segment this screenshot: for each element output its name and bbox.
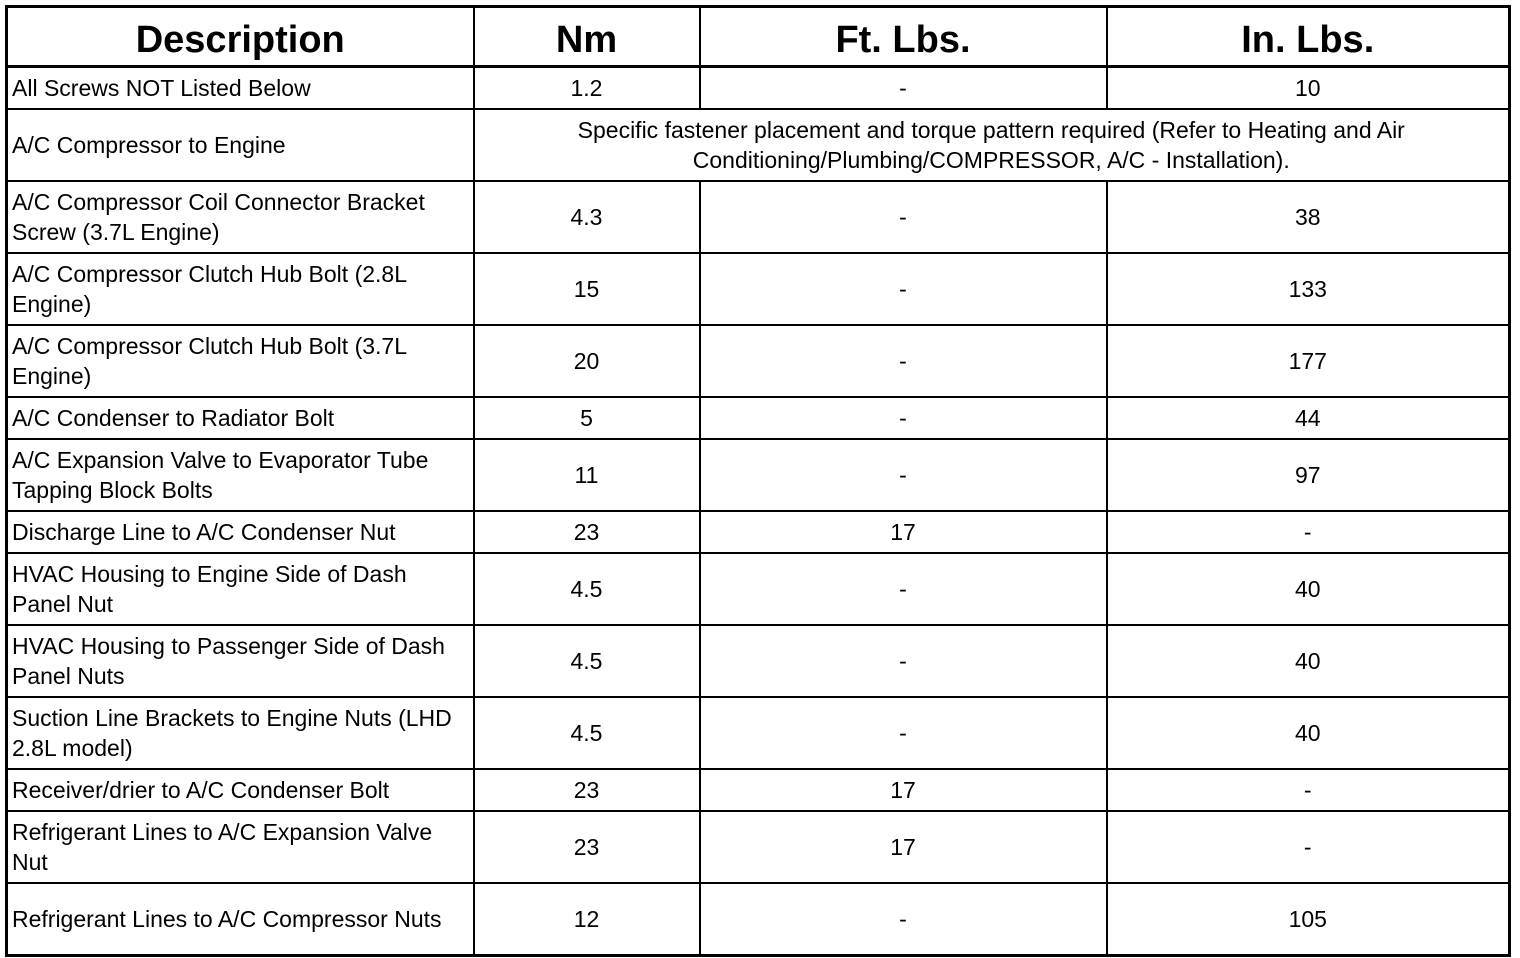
table-row bbox=[7, 883, 1510, 956]
row-in-lbs: - bbox=[1107, 511, 1510, 553]
row-nm: 4.5 bbox=[474, 625, 700, 697]
row-ft-lbs: - bbox=[700, 883, 1107, 956]
header-description: Description bbox=[7, 7, 474, 67]
table-row bbox=[7, 397, 1510, 439]
header-in-lbs: In. Lbs. bbox=[1107, 7, 1510, 67]
row-nm: 23 bbox=[474, 811, 700, 883]
torque-spec-sheet bbox=[5, 5, 1511, 957]
row-description: Receiver/drier to A/C Condenser Bolt bbox=[7, 769, 474, 811]
row-in-lbs: - bbox=[1107, 769, 1510, 811]
row-note: Specific fastener placement and torque pattern required (Refer to Heating and Air Conditioning/Plumbing/COMPRESSOR, A/C - Installation). bbox=[474, 109, 1510, 181]
row-ft-lbs: 17 bbox=[700, 769, 1107, 811]
row-ft-lbs: - bbox=[700, 439, 1107, 511]
row-in-lbs: 10 bbox=[1107, 67, 1510, 110]
row-in-lbs: - bbox=[1107, 811, 1510, 883]
row-nm: 1.2 bbox=[474, 67, 700, 110]
row-description: A/C Expansion Valve to Evaporator Tube Tapping Block Bolts bbox=[7, 439, 474, 511]
row-nm: 5 bbox=[474, 397, 700, 439]
table-row bbox=[7, 769, 1510, 811]
row-nm: 23 bbox=[474, 511, 700, 553]
row-ft-lbs: - bbox=[700, 553, 1107, 625]
header-ft-lbs: Ft. Lbs. bbox=[700, 7, 1107, 67]
table-row bbox=[7, 439, 1510, 511]
row-ft-lbs: - bbox=[700, 697, 1107, 769]
row-in-lbs: 177 bbox=[1107, 325, 1510, 397]
row-description: A/C Compressor Coil Connector Bracket Screw (3.7L Engine) bbox=[7, 181, 474, 253]
table-row bbox=[7, 181, 1510, 253]
row-in-lbs: 40 bbox=[1107, 625, 1510, 697]
table-row bbox=[7, 253, 1510, 325]
row-ft-lbs: - bbox=[700, 325, 1107, 397]
table-row bbox=[7, 697, 1510, 769]
row-ft-lbs: - bbox=[700, 625, 1107, 697]
table-row bbox=[7, 811, 1510, 883]
table-row bbox=[7, 511, 1510, 553]
row-description: A/C Condenser to Radiator Bolt bbox=[7, 397, 474, 439]
row-ft-lbs: - bbox=[700, 397, 1107, 439]
row-nm: 4.5 bbox=[474, 697, 700, 769]
row-description: HVAC Housing to Engine Side of Dash Panel Nut bbox=[7, 553, 474, 625]
row-in-lbs: 105 bbox=[1107, 883, 1510, 956]
row-ft-lbs: - bbox=[700, 181, 1107, 253]
torque-table bbox=[5, 5, 1511, 957]
row-description: All Screws NOT Listed Below bbox=[7, 67, 474, 110]
row-nm: 11 bbox=[474, 439, 700, 511]
row-description: Suction Line Brackets to Engine Nuts (LHD 2.8L model) bbox=[7, 697, 474, 769]
row-description: Refrigerant Lines to A/C Expansion Valve Nut bbox=[7, 811, 474, 883]
row-description: Refrigerant Lines to A/C Compressor Nuts bbox=[7, 883, 474, 956]
row-nm: 23 bbox=[474, 769, 700, 811]
table-row bbox=[7, 325, 1510, 397]
row-description: A/C Compressor Clutch Hub Bolt (3.7L Engine) bbox=[7, 325, 474, 397]
table-row bbox=[7, 67, 1510, 110]
row-nm: 20 bbox=[474, 325, 700, 397]
row-nm: 4.5 bbox=[474, 553, 700, 625]
row-description: Discharge Line to A/C Condenser Nut bbox=[7, 511, 474, 553]
row-ft-lbs: 17 bbox=[700, 811, 1107, 883]
header-nm: Nm bbox=[474, 7, 700, 67]
row-nm: 4.3 bbox=[474, 181, 700, 253]
table-row bbox=[7, 553, 1510, 625]
row-description: A/C Compressor Clutch Hub Bolt (2.8L Engine) bbox=[7, 253, 474, 325]
row-ft-lbs: - bbox=[700, 67, 1107, 110]
header-row bbox=[7, 7, 1510, 67]
row-nm: 12 bbox=[474, 883, 700, 956]
row-description: HVAC Housing to Passenger Side of Dash Panel Nuts bbox=[7, 625, 474, 697]
row-description: A/C Compressor to Engine bbox=[7, 109, 474, 181]
row-in-lbs: 40 bbox=[1107, 697, 1510, 769]
row-in-lbs: 133 bbox=[1107, 253, 1510, 325]
table-row bbox=[7, 109, 1510, 181]
row-in-lbs: 97 bbox=[1107, 439, 1510, 511]
row-in-lbs: 44 bbox=[1107, 397, 1510, 439]
row-nm: 15 bbox=[474, 253, 700, 325]
row-in-lbs: 38 bbox=[1107, 181, 1510, 253]
row-ft-lbs: - bbox=[700, 253, 1107, 325]
row-ft-lbs: 17 bbox=[700, 511, 1107, 553]
table-row bbox=[7, 625, 1510, 697]
row-in-lbs: 40 bbox=[1107, 553, 1510, 625]
